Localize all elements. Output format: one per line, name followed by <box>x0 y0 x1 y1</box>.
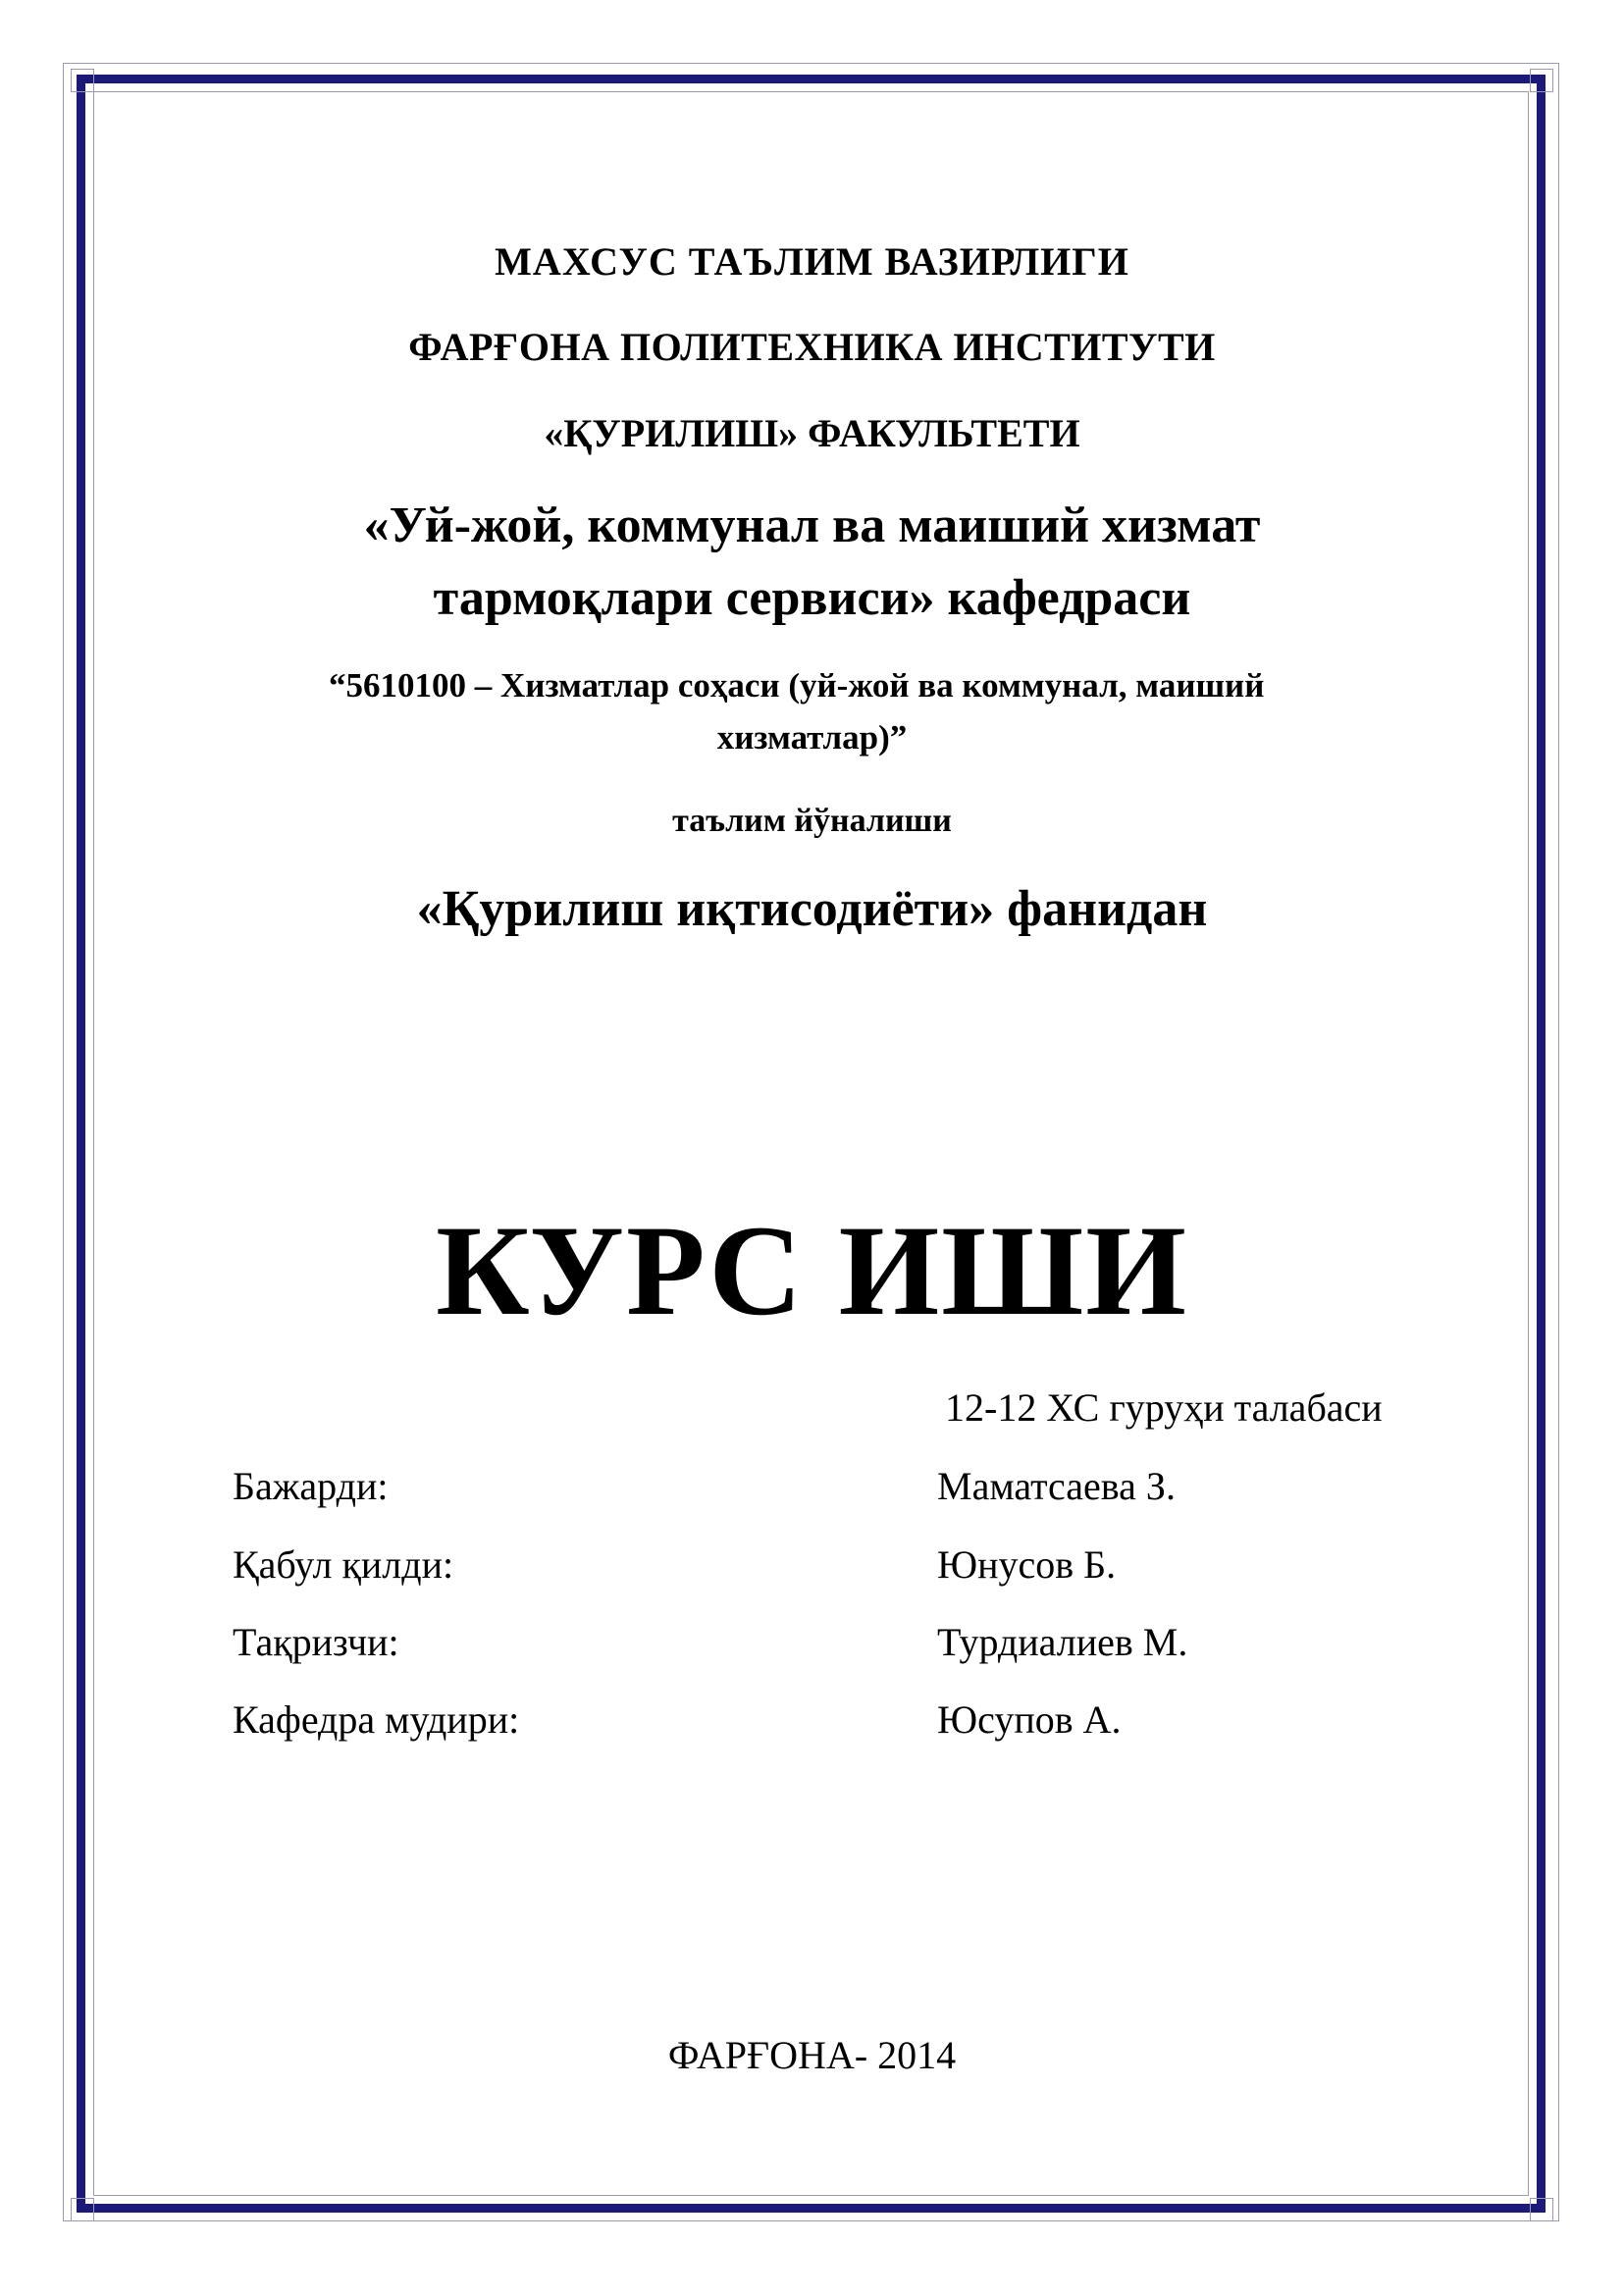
document-title: КУРС ИШИ <box>436 1198 1188 1342</box>
city-year-footer: ФАРҒОНА- 2014 <box>667 2033 957 2077</box>
role-label-accepted: Қабул қилди: <box>233 1542 454 1587</box>
border-corner-bottom-left <box>71 2198 94 2221</box>
page-border-inner <box>93 91 1529 2196</box>
role-label-performed: Бажарди: <box>233 1464 389 1508</box>
student-group: 12-12 ХС гуруҳи талабаси <box>945 1385 1383 1430</box>
institute-heading: ФАРҒОНА ПОЛИТЕХНИКА ИНСТИТУТИ <box>408 325 1216 369</box>
border-corner-top-left <box>71 69 94 92</box>
role-name-department-head: Юсупов А. <box>937 1697 1122 1742</box>
subject-heading: «Қурилиш иқтисодиёти» фанидан <box>416 881 1208 937</box>
department-heading-line1: «Уй-жой, коммунал ва маиший хизмат <box>363 497 1261 553</box>
program-line2: хизматлар)” <box>716 718 908 757</box>
role-label-department-head: Кафедра мудири: <box>233 1697 520 1742</box>
faculty-heading: «ҚУРИЛИШ» ФАКУЛЬТЕТИ <box>544 411 1080 455</box>
program-line1: “5610100 – Хизматлар соҳаси (уй-жой ва коммунал, маиший <box>329 666 1265 704</box>
department-heading-line2: тармоқлари сервиси» кафедраси <box>433 570 1191 626</box>
role-label-reviewer: Тақризчи: <box>233 1620 399 1664</box>
program-caption: таълим йўналиши <box>672 803 952 839</box>
role-name-reviewer: Турдиалиев М. <box>937 1620 1188 1664</box>
ministry-heading: МАХСУС ТАЪЛИМ ВАЗИРЛИГИ <box>495 239 1129 284</box>
border-corner-top-right <box>1530 69 1553 92</box>
role-name-accepted: Юнусов Б. <box>937 1542 1117 1587</box>
border-corner-bottom-right <box>1530 2198 1553 2221</box>
role-name-performed: Маматсаева З. <box>937 1464 1176 1508</box>
